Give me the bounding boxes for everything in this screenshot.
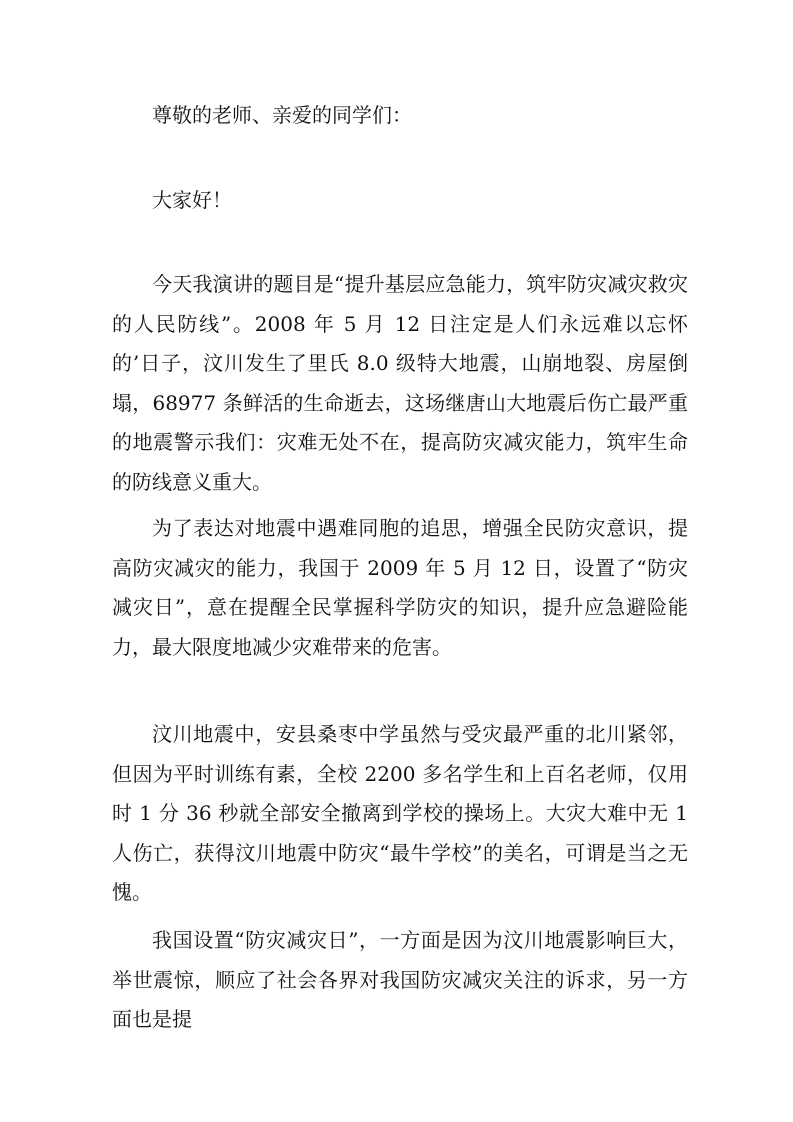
greeting-line: 尊敬的老师、亲爱的同学们： — [152, 103, 412, 127]
paragraph-1: 今天我演讲的题目是“提升基层应急能力，筑牢防灾减灾救灾的人民防线”。2008 年 5 月 12 日注定是人们永远难以忘怀的’日子，汶川发生了里氏 8.0 级特大地震，山崩地裂、房屋倒塌，68977 条鲜活的生命逝去，这场继唐山大地震后伤亡最严重的地震警示我们：灾难无处不在，提高防灾减灾能力，筑牢生命的防线意义重大。 — [112, 272, 688, 494]
paragraph-2: 为了表达对地震中遇难同胞的追思，增强全民防灾意识，提高防灾减灾的能力，我国于 2009 年 5 月 12 日，设置了“防灾减灾日”，意在提醒全民掌握科学防灾的知识，提升应急避险能力，最大限度地减少灾难带来的危害。 — [112, 516, 688, 659]
hello-line: 大家好！ — [152, 188, 232, 212]
paragraph-4: 我国设置“防灾减灾日”，一方面是因为汶川地震影响巨大，举世震惊，顺应了社会各界对我国防灾减灾关注的诉求，另一方面也是提 — [112, 928, 688, 1031]
paragraph-3: 汶川地震中，安县桑枣中学虽然与受灾最严重的北川紧邻，但因为平时训练有素，全校 2200 多名学生和上百名老师，仅用时 1 分 36 秒就全部安全撤离到学校的操场上。大灾大难中无 1 人伤亡，获得汶川地震中防灾“最牛学校”的美名，可谓是当之无愧。 — [112, 722, 688, 904]
